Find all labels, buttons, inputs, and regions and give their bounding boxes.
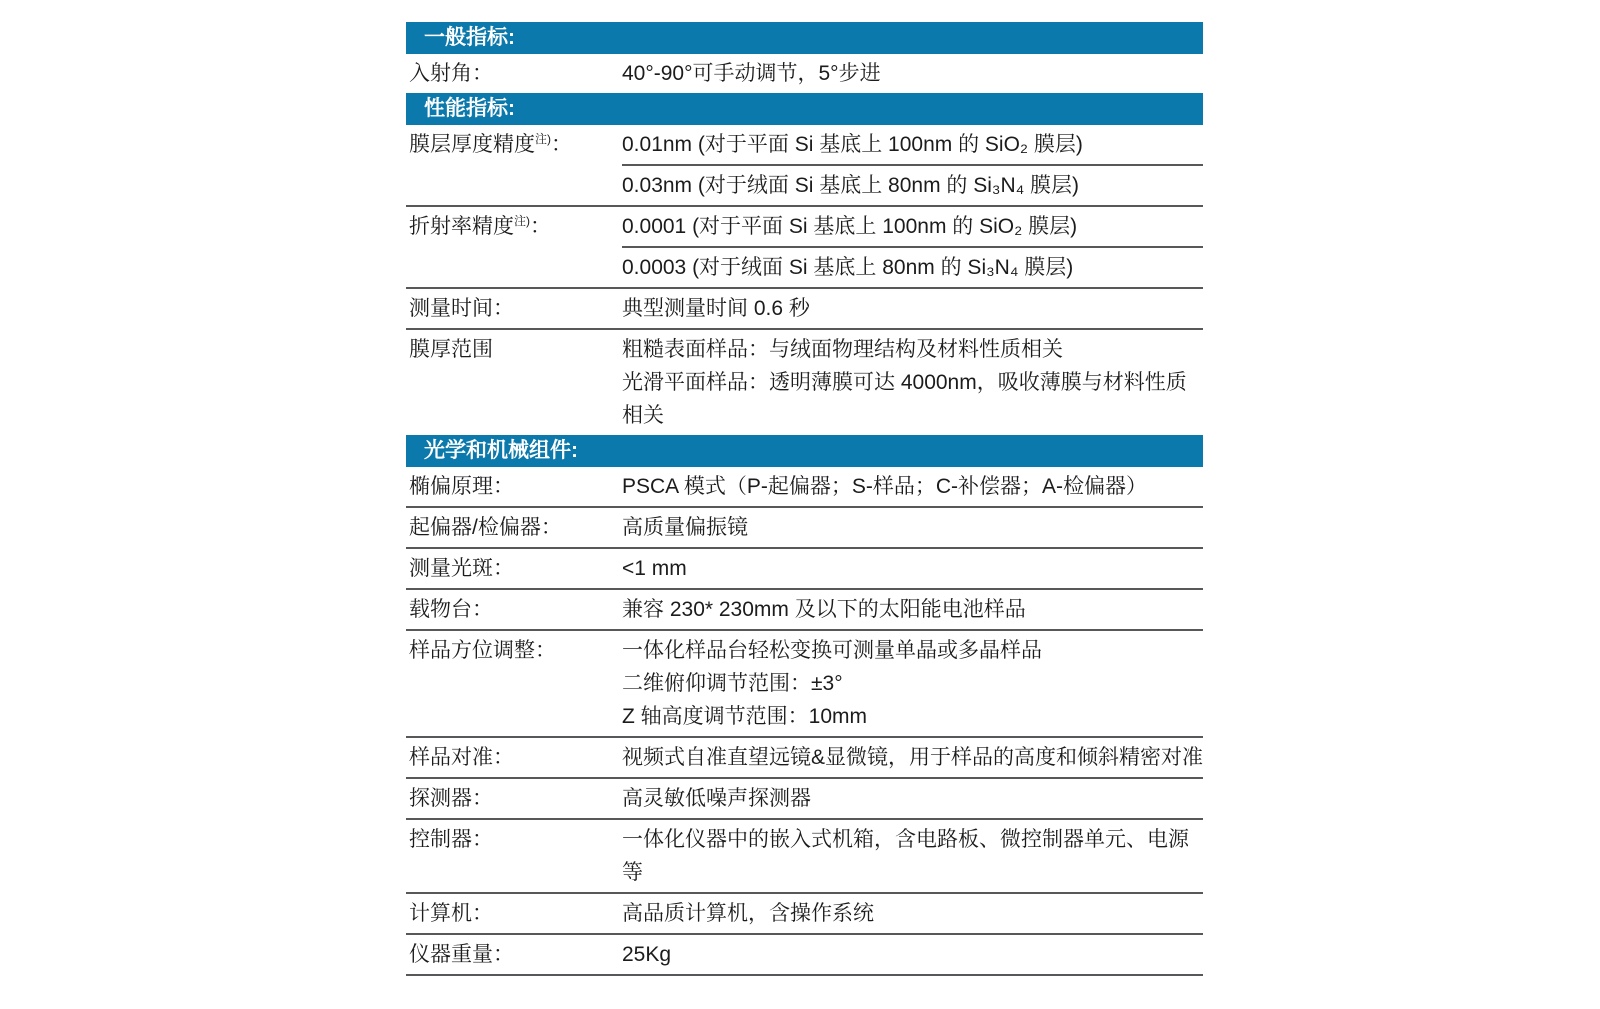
- spec-value: [622, 289, 1203, 328]
- spec-label-text: 椭偏原理：: [409, 475, 514, 498]
- spec-value-line: 25Kg: [622, 943, 672, 966]
- spec-row-sample-alignment: [406, 738, 1203, 779]
- spec-value-line: Z 轴高度调节范围：10mm: [622, 705, 868, 728]
- spec-value: [622, 508, 1203, 547]
- section-header-general: [406, 22, 1203, 54]
- spec-value-line: 一体化仪器中的嵌入式机箱，含电路板、微控制器单元、电源等: [622, 828, 1189, 884]
- spec-row-sample-stage: [406, 590, 1203, 631]
- spec-label-text: 入射角：: [409, 62, 493, 85]
- spec-value: [622, 935, 1203, 974]
- spec-value: [622, 631, 1203, 736]
- spec-label-text: 载物台：: [409, 598, 493, 621]
- spec-label: [406, 779, 622, 818]
- spec-label-text: 样品方位调整：: [409, 639, 556, 662]
- spec-label-text: 测量时间：: [409, 297, 514, 320]
- spec-label: [406, 549, 622, 588]
- section-header-label: 一般指标:: [424, 26, 515, 49]
- section-header-optical-mechanical: [406, 435, 1203, 467]
- spec-label-note-sup: 注): [535, 132, 551, 146]
- section-header-performance: [406, 93, 1203, 125]
- spec-row-measurement-time: [406, 289, 1203, 330]
- spec-label: [406, 894, 622, 933]
- spec-label-text: 起偏器/检偏器：: [409, 516, 562, 539]
- spec-value-line: 0.0003 (对于绒面 Si 基底上 80nm 的 Si₃N₄ 膜层): [622, 246, 1203, 287]
- spec-row-film-thickness-range: [406, 330, 1203, 435]
- spec-value-line: 0.0001 (对于平面 Si 基底上 100nm 的 SiO₂ 膜层): [622, 215, 1078, 238]
- spec-label-text: 样品对准：: [409, 746, 514, 769]
- spec-value: [622, 467, 1203, 506]
- spec-label-text: 测量光斑：: [409, 557, 514, 580]
- spec-value: [622, 894, 1203, 933]
- spec-value: [622, 125, 1203, 205]
- spec-row-instrument-weight: [406, 935, 1203, 976]
- spec-value-line: 光滑平面样品：透明薄膜可达 4000nm，吸收薄膜与材料性质相关: [622, 371, 1187, 427]
- spec-label-text: 折射率精度: [409, 215, 514, 238]
- spec-value-line: 高灵敏低噪声探测器: [622, 787, 811, 810]
- spec-row-incidence-angle: [406, 54, 1203, 93]
- spec-row-polarizer-analyzer: [406, 508, 1203, 549]
- spec-value-line: 高质量偏振镜: [622, 516, 748, 539]
- specification-table: [406, 22, 1203, 976]
- spec-value: [622, 590, 1203, 629]
- spec-row-refractive-index-precision: [406, 207, 1203, 289]
- spec-value-line: PSCA 模式（P-起偏器；S-样品；C-补偿器；A-检偏器）: [622, 475, 1148, 498]
- spec-value-line: 视频式自准直望远镜&显微镜，用于样品的高度和倾斜精密对准: [622, 746, 1204, 769]
- spec-label: [406, 125, 622, 205]
- spec-label-text: 膜层厚度精度: [409, 133, 535, 156]
- spec-value-line: 粗糙表面样品：与绒面物理结构及材料性质相关: [622, 338, 1063, 361]
- spec-value-line: 40°-90°可手动调节，5°步进: [622, 62, 881, 85]
- spec-row-computer: [406, 894, 1203, 935]
- section-header-label: 性能指标:: [424, 97, 515, 120]
- spec-label: [406, 738, 622, 777]
- spec-label-note-sup: 注): [514, 214, 530, 228]
- spec-label: [406, 590, 622, 629]
- spec-label: [406, 54, 622, 93]
- spec-label: [406, 935, 622, 974]
- spec-row-measurement-spot: [406, 549, 1203, 590]
- spec-value-line: <1 mm: [622, 557, 687, 580]
- spec-row-ellipsometry-principle: [406, 467, 1203, 508]
- spec-value-line: 二维俯仰调节范围：±3°: [622, 672, 843, 695]
- spec-label: [406, 467, 622, 506]
- spec-label-text: 膜厚范围: [409, 338, 493, 361]
- spec-value: [622, 779, 1203, 818]
- spec-row-sample-orientation-adjustment: [406, 631, 1203, 738]
- spec-value-line: 高品质计算机，含操作系统: [622, 902, 874, 925]
- spec-label-colon: ：: [551, 133, 572, 156]
- spec-label-colon: ：: [530, 215, 551, 238]
- spec-value-line: 一体化样品台轻松变换可测量单晶或多晶样品: [622, 639, 1042, 662]
- spec-value: [622, 330, 1203, 435]
- spec-label-text: 计算机：: [409, 902, 493, 925]
- spec-value: [622, 207, 1203, 287]
- spec-label-text: 探测器：: [409, 787, 493, 810]
- spec-row-detector: [406, 779, 1203, 820]
- spec-value: [622, 549, 1203, 588]
- section-header-label: 光学和机械组件:: [424, 439, 578, 462]
- spec-value-line: 0.01nm (对于平面 Si 基底上 100nm 的 SiO₂ 膜层): [622, 133, 1083, 156]
- spec-row-film-thickness-precision: [406, 125, 1203, 207]
- spec-value: [622, 738, 1203, 777]
- spec-value-line: 0.03nm (对于绒面 Si 基底上 80nm 的 Si₃N₄ 膜层): [622, 164, 1203, 205]
- spec-label-text: 仪器重量：: [409, 943, 514, 966]
- spec-value-line: 兼容 230* 230mm 及以下的太阳能电池样品: [622, 598, 1026, 621]
- spec-label-text: 控制器：: [409, 828, 493, 851]
- spec-label: [406, 631, 622, 736]
- spec-label: [406, 330, 622, 435]
- spec-value: [622, 54, 1203, 93]
- spec-value: [622, 820, 1203, 892]
- spec-label: [406, 508, 622, 547]
- spec-row-controller: [406, 820, 1203, 894]
- spec-value-line: 典型测量时间 0.6 秒: [622, 297, 810, 320]
- spec-label: [406, 820, 622, 892]
- spec-label: [406, 207, 622, 287]
- spec-label: [406, 289, 622, 328]
